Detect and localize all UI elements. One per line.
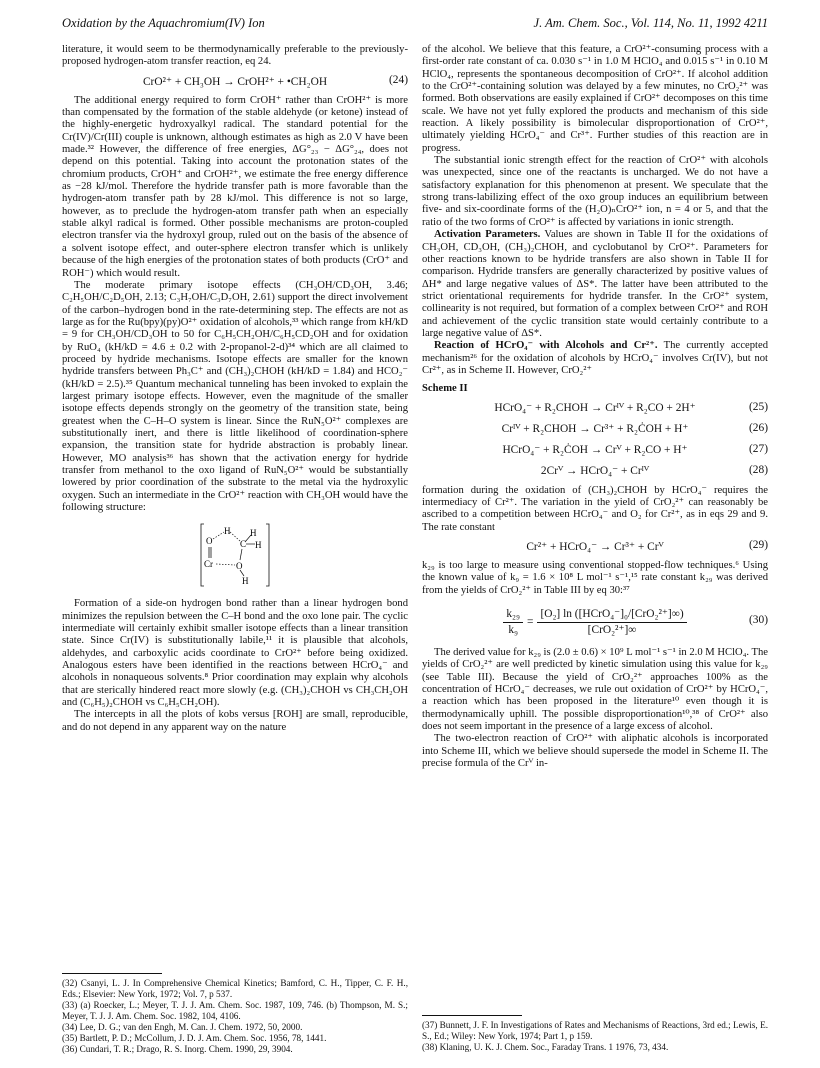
structure-atom: O <box>206 536 213 547</box>
equation-25 <box>422 401 768 417</box>
equation-text: Crᴵⱽ + R₂CHOH → Cr³⁺ + R₂ĊOH + H⁺ <box>501 423 689 436</box>
equation-number: (29) <box>749 539 768 551</box>
section-heading: Reaction of HCrO₄⁻ with Alcohols and Cr²⁺. <box>434 340 658 352</box>
structure-atom: H <box>250 528 257 539</box>
paragraph: formation during the oxidation of (CH₃)₂CHOH by HCrO₄⁻ requires the intermediacy of Cr²⁺. The variation in the yield of CrO₂²⁺ can reasonably be ascribed to a competition between HCrO₄⁻ and O₂ for Cr²⁺, as in eqs 29 and 9. The rate constant <box>422 484 768 533</box>
denominator: [CrO₂²⁺]∞ <box>587 623 637 636</box>
equation-text: CrO²⁺ + CH₃OH → CrOH²⁺ + •CH₂OH <box>142 75 328 88</box>
equation-29 <box>422 539 768 555</box>
structure-atom: Cr <box>204 559 213 570</box>
footnote: (32) Csanyi, L. J. In Comprehensive Chemical Kinetics; Bamford, C. H., Tipper, C. F. H., Eds.; Elsevier: New York, 1972; Vol. 7, p 537. <box>62 978 408 999</box>
equals-sign: = <box>527 615 534 628</box>
numerator: k₂₉ <box>503 608 523 622</box>
header-title: Oxidation by the Aquachromium(IV) Ion <box>62 16 265 30</box>
paragraph: The derived value for k₂₉ is (2.0 ± 0.6) × 10⁹ L mol⁻¹ s⁻¹ in 2.0 M HClO₄. The yields of CrO₂²⁺ are well predicted by kinetic simulation using this value for k₂₉ (see Table III). Because the yield of CrO₂²⁺ approaches 100% as the concentration of HCrO₄⁻ decreases, we rule out oxidation of CrO²⁺ by HCrO₄⁻, a reaction which has been proposed in the literature¹⁰ even though it is thermodynamically uphill. The possible disproportionation¹⁰,³⁸ of CrO²⁺ also does not seem important in the presence of a large excess of alcohol. <box>422 647 768 733</box>
paragraph <box>422 229 768 340</box>
paragraph: k₂₉ is too large to measure using conventional stopped-flow techniques.⁶ Using the known value of k₉ = 1.6 × 10⁸ L mol⁻¹ s⁻¹,¹⁵ rate constant k₂₉ was derived from the yields of CrO₂²⁺ in Table III by eq 30:³⁷ <box>422 560 768 596</box>
footnote: (36) Cundari, T. R.; Drago, R. S. Inorg. Chem. 1990, 29, 3904. <box>62 1044 293 1054</box>
paragraph: The intercepts in all the plots of kobs versus [ROH] are small, reproducible, and do not depend in any apparent way on the nature <box>62 709 408 733</box>
footnote: (35) Bartlett, P. D.; McCollum, J. D. J. Am. Chem. Soc. 1956, 78, 1441. <box>62 1033 327 1043</box>
structure-atom: C <box>240 539 247 550</box>
equation-text: Cr²⁺ + HCrO₄⁻ → Cr³⁺ + Crⱽ <box>526 540 664 553</box>
paragraph: The moderate primary isotope effects (CH₃OH/CD₃OH, 3.46; C₂H₅OH/C₂D₅OH, 2.13; C₃H₇OH/C₃D₇OH, 2.61) support the direct involvement of the carbon–hydrogen bond in the rate-determining step. The effects are not as large as for the Ru(bpy)(py)O²⁺ oxidation of alcohols,³³ which range from kH/kD = 9 for CH₃OH/CD₃OH to 50 for C₆H₅CH₂OH/C₆H₅CD₂OH and for oxidation by RuO₄ (kH/kD = 4.6 ± 0.2 with 2-propanol-2-d)³⁴ which are all claimed to proceed by hydride mechanisms. Isotope effects are smaller for the known hydride transfers between Ph₃C⁺ and (CH₃)₂CHOH (kH/kD = 1.84) and HCO₂⁻ (kH/kD = 2.5).³⁵ Quantum mechanical tunneling has been invoked to explain the largest primary isotope effects. However, even the magnitude of the smaller isotope effects depends strongly on the geometry of the transition state, being greatest when the C–H–O system is linear. Since the RuN₅O²⁺ complexes are substitutionally inert, and there is little likelihood of coordination-sphere expansion, the transition state for hydride abstraction is probably linear. However, MO analysis³⁶ has shown that the activation energy for hydride transfer from methanol to the oxo ligand of RuN₅O²⁺ would be substantially lowered by prior coordination of the substrate to the metal via the hydroxylic oxygen. Such an intermediate in the CrO²⁺ reaction with CH₃OH would have the following structure: <box>62 279 408 514</box>
header-journal: J. Am. Chem. Soc., Vol. 114, No. 11, 1992 4211 <box>533 16 768 30</box>
paragraph-text: The currently accepted mechanism²⁶ for the oxidation of alcohols by HCrO₄⁻ involves Cr(IV), but not Cr²⁺, as in Scheme II. However, CrO₂²⁺ <box>422 340 769 376</box>
footnote-rule <box>62 973 162 974</box>
paragraph: of the alcohol. We believe that this feature, a CrO²⁺-consuming process with a first-order rate constant of ca. 0.030 s⁻¹ in 1.0 M HClO₄ and 0.015 s⁻¹ in 0.10 M HClO₄, represents the spontaneous decomposition of CrO²⁺. If alcohol addition to the CrO²⁺-containing solution was delayed by a few minutes, no CrO₂²⁺ was formed. Both observations are easily explained if CrO²⁺ decomposes on this time scale. We have not yet fully explored the products and mechanism of this side reaction. A likely possibility is bimolecular disproportionation of CrO²⁺, ultimately yielding HCrO₄⁻ and Cr³⁺. Further studies of this reaction are in progress. <box>422 44 768 154</box>
equation-26 <box>422 422 768 438</box>
equation-number: (25) <box>749 400 768 413</box>
right-column <box>422 44 768 770</box>
paragraph-text: Values are shown in Table II for the oxidations of CH₃OH, CD₃OH, (CH₃)₂CHOH, and cyclobutanol by CrO²⁺. Parameters for other reactions known to be hydride transfers are also shown in Table II for comparison. Hydride transfers are generally characterized by positive values of ΔH* and large negative values of ΔS*. The latter have been attributed to the strict orientational requirements for hydride transfer. In the CrO²⁺ system, collinearity is not required, but formation of a complex between CrO²⁺ and ROH and achievement of the cyclic transition state would certainly contribute to a large negative value of ΔS*. <box>422 229 768 339</box>
paragraph: The substantial ionic strength effect for the reaction of CrO²⁺ with alcohols was unexpected, since one of the reactants is uncharged. We do not have a satisfactory explanation for this phenomenon at present. We speculate that the strong trans-labilizing effect of the oxo group induces an equilibrium between five- and six-coordinate forms of the (H₂O)ₙCrO²⁺ ion, n = 4 or 5, and that the ratio of the two forms of CrO²⁺ is affected by variations in ionic strength. <box>422 155 768 228</box>
equation-number: (30) <box>749 614 768 627</box>
footnote: (33) (a) Roecker, L.; Meyer, T. J. J. Am. Chem. Soc. 1987, 109, 746. (b) Thompson, M. S.; Meyer, T. J. J. Am. Chem. Soc. 1982, 104, 4106. <box>62 1000 408 1021</box>
paragraph: Formation of a side-on hydrogen bond rather than a linear hydrogen bond minimizes the repulsion between the C–H bond and the oxo lone pair. The cyclic intermediate will certainly exhibit smaller isotope effects than a linear transition state. Since Cr(IV) is substitutionally labile,¹¹ it is plausible that alcohols, aldehydes, and carboxylic acids coordinate to CrO²⁺ before being oxidized. Analogous esters have been identified in the reactions between HCrO₄⁻ and alcohols in nonaqueous solvents.⁸ Prior coordination may explain why alcohols that are sterically hindered react more slowly (e.g. (CH₃)₂CHOH vs CH₃CH₂OH and (C₆H₅)₂CHOH vs C₆H₅CH₂OH). <box>62 598 408 709</box>
running-header <box>62 16 768 34</box>
denominator: k₉ <box>508 623 519 636</box>
equation-number: (24) <box>389 73 408 86</box>
fraction-rhs <box>537 608 686 636</box>
left-column <box>62 44 408 734</box>
footnote: (34) Lee, D. G.; van den Engh, M. Can. J. Chem. 1972, 50, 2000. <box>62 1022 303 1032</box>
equation-number: (28) <box>749 463 768 476</box>
footnote: (38) Klaning, U. K. J. Chem. Soc., Faraday Trans. 1 1976, 73, 434. <box>422 1042 669 1052</box>
structure-atom: H <box>224 526 231 537</box>
paragraph <box>422 340 768 377</box>
equation-text: HCrO₄⁻ + R₂CHOH → Crᴵⱽ + R₂CO + 2H⁺ <box>494 402 696 415</box>
footnotes-left <box>62 963 408 1055</box>
equation-30 <box>422 602 768 642</box>
equation-number: (27) <box>749 442 768 455</box>
equation-27 <box>422 443 768 459</box>
footnote-rule <box>422 1015 522 1016</box>
equation-text: 2Crⱽ → HCrO₄⁻ + Crᴵⱽ <box>540 465 650 478</box>
footnote: (37) Bunnett, J. F. In Investigations of Rates and Mechanisms of Reactions, 3rd ed.; Lewis, E. S., Ed.; Wiley: New York, 1974; Part 1, p 159. <box>422 1020 768 1041</box>
footnotes-right <box>422 1005 768 1053</box>
structure-atom: H <box>242 576 249 587</box>
section-heading: Activation Parameters. <box>434 229 541 241</box>
paragraph: The two-electron reaction of CrO²⁺ with aliphatic alcohols is incorporated into Scheme III, which we believe should supersede the model in Scheme II. The precise formula of the Crⱽ in- <box>422 733 768 770</box>
structure-atom: H <box>255 540 262 551</box>
cyclic-intermediate-structure <box>200 522 270 588</box>
fraction-lhs <box>503 608 523 636</box>
equation-28 <box>422 464 768 480</box>
equation-24 <box>62 74 408 90</box>
structure-atom: O <box>236 561 243 572</box>
paragraph: literature, it would seem to be thermodynamically preferable to the previously-proposed hydrogen-atom transfer reaction, eq 24. <box>62 44 408 68</box>
paragraph: The additional energy required to form CrOH⁺ rather than CrOH²⁺ is more than compensated by the formation of the stable aldehyde (or ketone) instead of the highly-energetic hydroxyalkyl radical. The standard potential for the Cr(IV)/Cr(III) couple is unknown, although estimates as high as 2.0 V have been made.³² However, the difference of free energies, ΔG°₂₃ − ΔG°₂₄, does not depend on this potential. Taking into account the protonation states of the chromium products, CrOH⁺ and CrOH²⁺, we estimate the free energy difference as −28 kJ/mol. Therefore the hydride transfer path is more favorable than the hydrogen-atom transfer path by 28 kJ/mol. This difference is not so large, however, as to preclude the hydrogen-atom transfer path when an especially stable alkyl radical is formed. Other possible mechanisms are proton-coupled electron transfer via the hydroxyl group, ruled out on the basis of the absence of a solvent isotope effect, and outer-sphere electron transfer which is unlikely because of the high energies of the protonation states of both products (CrO⁺ and ROH⁻) which would result. <box>62 94 408 279</box>
numerator: [O₂] ln ([HCrO₄⁻]₀/[CrO₂²⁺]∞) <box>537 608 686 622</box>
scheme-title: Scheme II <box>422 383 468 395</box>
equation-text: HCrO₄⁻ + R₂ĊOH → Crⱽ + R₂CO + H⁺ <box>502 444 688 457</box>
equation-number: (26) <box>749 421 768 434</box>
